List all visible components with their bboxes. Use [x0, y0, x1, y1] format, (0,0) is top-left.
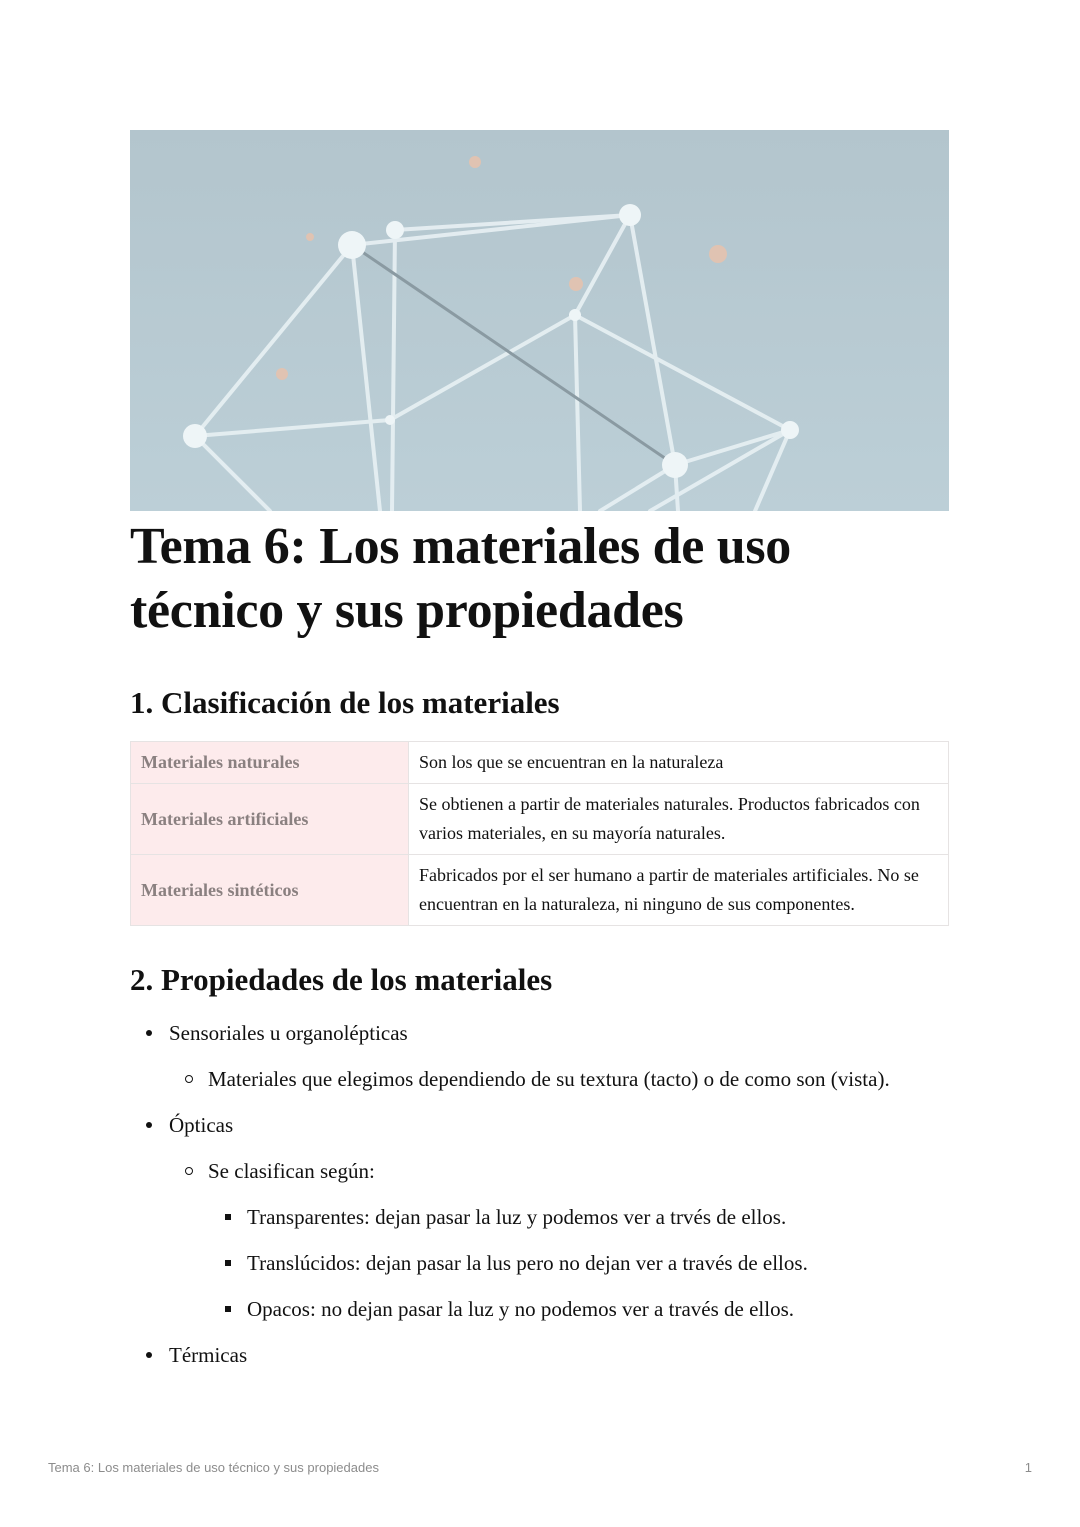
table-value-cell: Fabricados por el ser humano a partir de materiales artificiales. No se encuentran en la naturaleza, ni ninguno de sus componentes. [409, 855, 949, 926]
table-key-cell: Materiales sintéticos [131, 855, 409, 926]
disc-bullet-icon [146, 1122, 152, 1128]
page-number: 1 [1024, 1460, 1032, 1475]
list-item [130, 1112, 949, 1138]
title-line-2: técnico y sus propiedades [130, 582, 684, 639]
properties-list [130, 1020, 949, 1368]
table-value-cell: Se obtienen a partir de materiales naturales. Productos fabricados con varios materiales, en su mayoría naturales. [409, 784, 949, 855]
document-page [130, 130, 949, 1368]
table-value-cell: Son los que se encuentran en la naturaleza [409, 742, 949, 784]
page-title [130, 515, 949, 643]
list-item-text: Translúcidos: dejan pasar la lus pero no dejan ver a través de ellos. [247, 1251, 808, 1275]
materials-classification-table [130, 741, 949, 926]
table-key-cell: Materiales naturales [131, 742, 409, 784]
list-item-text: Térmicas [169, 1343, 248, 1367]
list-item [130, 1020, 949, 1046]
square-bullet-icon [225, 1306, 231, 1312]
circle-bullet-icon [185, 1167, 193, 1175]
list-item-text: Se clasifican según: [208, 1159, 375, 1183]
table-row [131, 855, 949, 926]
list-item-text: Opacos: no dejan pasar la luz y no podemos ver a través de ellos. [247, 1297, 794, 1321]
list-item [130, 1342, 949, 1368]
square-bullet-icon [225, 1214, 231, 1220]
section-heading-classification: 1. Clasificación de los materiales [130, 685, 560, 720]
cover-image [130, 130, 949, 511]
page-footer [48, 1460, 1032, 1475]
footer-title: Tema 6: Los materiales de uso técnico y sus propiedades [48, 1460, 379, 1475]
disc-bullet-icon [146, 1030, 152, 1036]
list-item [130, 1066, 949, 1092]
circle-bullet-icon [185, 1075, 193, 1083]
disc-bullet-icon [146, 1352, 152, 1358]
list-item-text: Materiales que elegimos dependiendo de su textura (tacto) o de como son (vista). [208, 1067, 890, 1091]
section-heading-properties: 2. Propiedades de los materiales [130, 962, 553, 997]
list-item-text: Sensoriales u organolépticas [169, 1021, 408, 1045]
list-item [130, 1158, 949, 1184]
molecule-wireframe-illustration [130, 130, 949, 511]
table-key-cell: Materiales artificiales [131, 784, 409, 855]
list-item-text: Ópticas [169, 1113, 234, 1137]
list-item [130, 1296, 949, 1322]
table-row [131, 742, 949, 784]
title-line-1: Tema 6: Los materiales de uso [130, 518, 792, 575]
list-item [130, 1204, 949, 1230]
list-item-text: Transparentes: dejan pasar la luz y podemos ver a trvés de ellos. [247, 1205, 787, 1229]
square-bullet-icon [225, 1260, 231, 1266]
table-row [131, 784, 949, 855]
list-item [130, 1250, 949, 1276]
